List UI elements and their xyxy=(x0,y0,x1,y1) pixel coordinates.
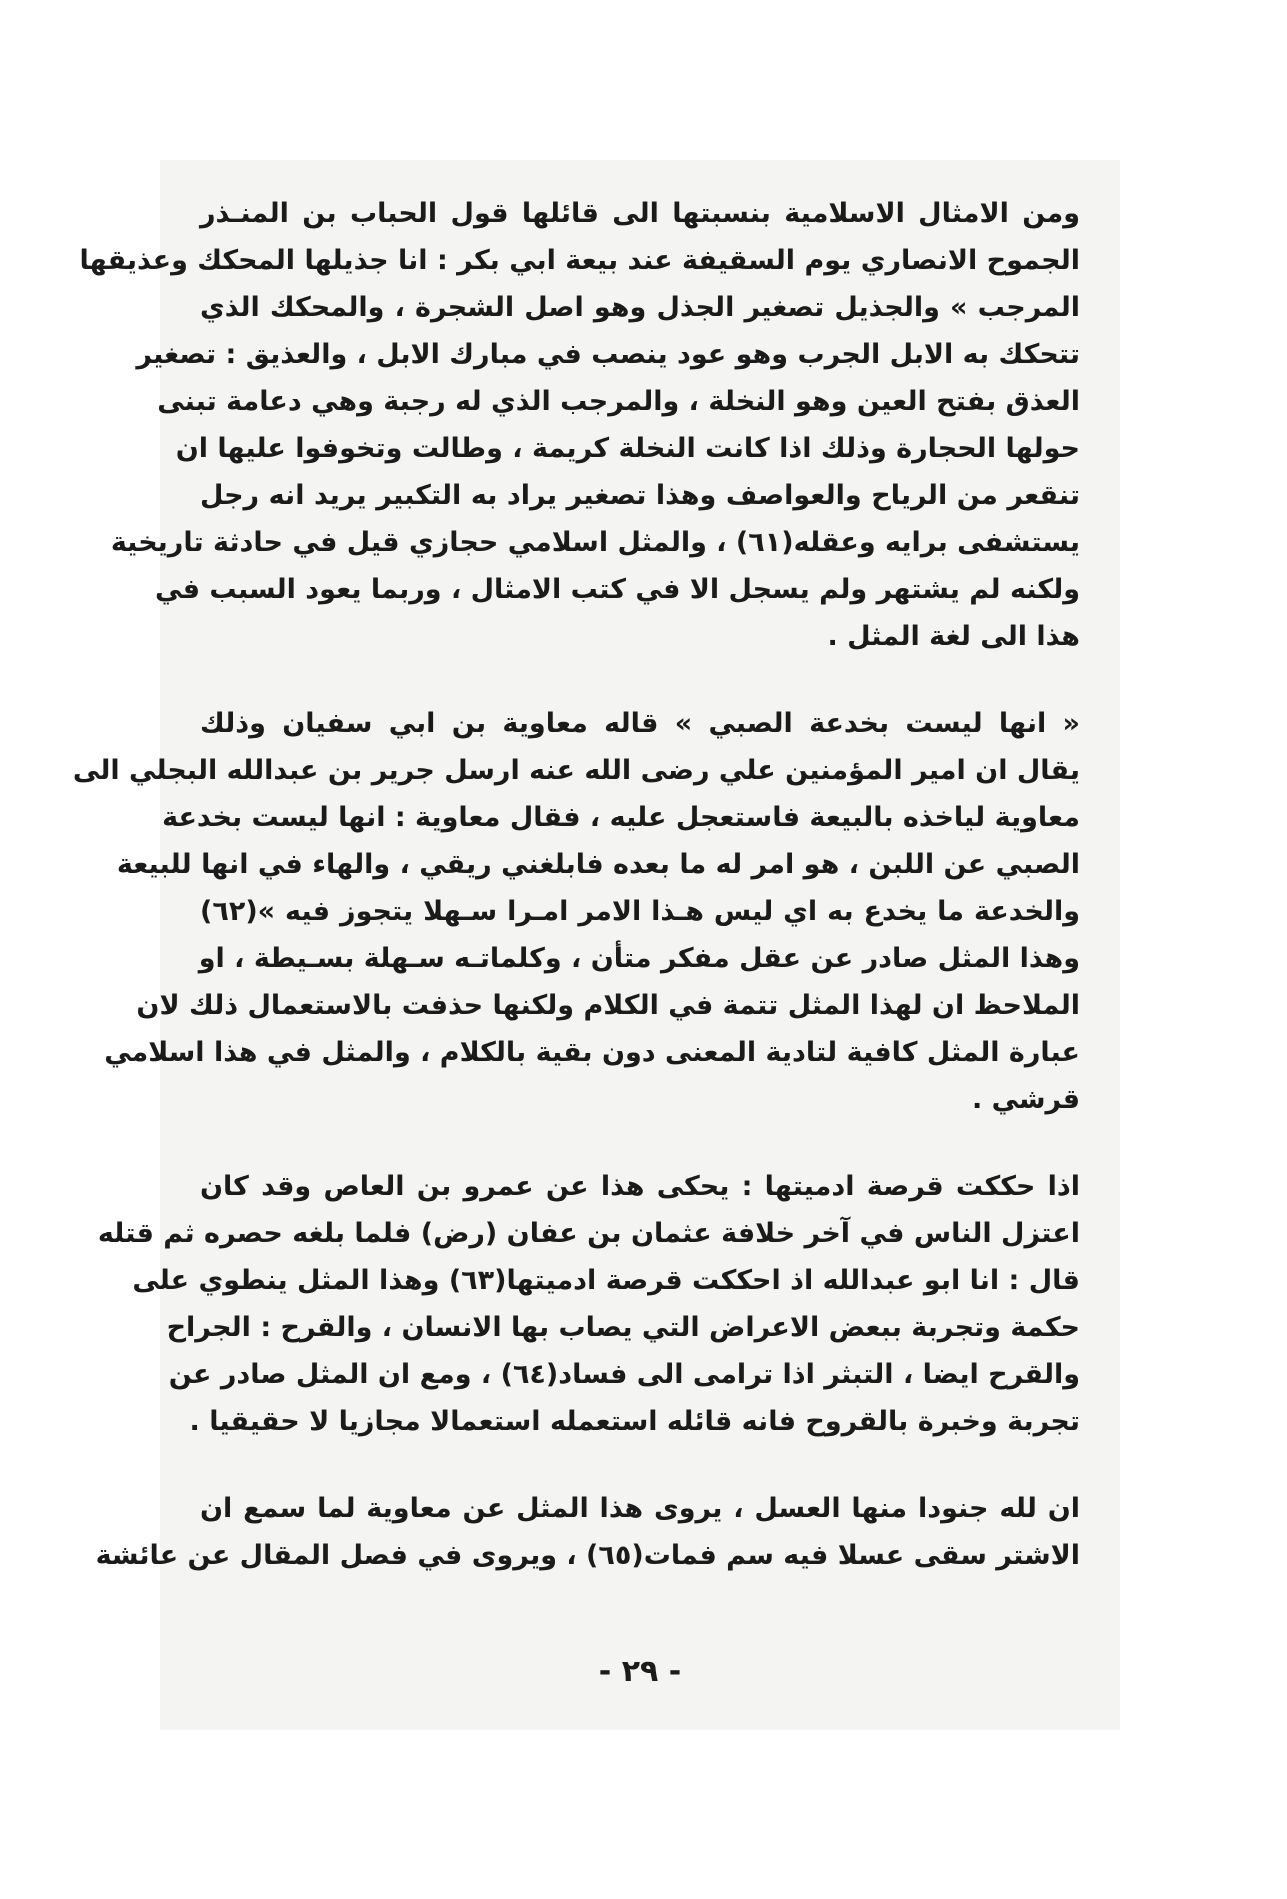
text-line: العذق بفتح العين وهو النخلة ، والمرجب الذي له رجبة وهي دعامة تبنى xyxy=(157,386,1080,417)
paragraph-1 xyxy=(79,190,1080,660)
text-line: يقال ان امير المؤمنين علي رضى الله عنه ارسل جرير بن عبدالله البجلي الى xyxy=(72,755,1080,786)
text-line: حولها الحجارة وذلك اذا كانت النخلة كريمة ، وطالت وتخوفوا عليها ان xyxy=(175,433,1080,464)
text-line: الصبي عن اللبن ، هو امر له ما بعده فابلغني ريقي ، والهاء في انها للبيعة xyxy=(116,849,1080,880)
text-line: ان لله جنودا منها العسل ، يروى هذا المثل عن معاوية لما سمع ان xyxy=(200,1493,1080,1524)
text-line: الجموح الانصاري يوم السقيفة عند بيعة ابي بكر : انا جذيلها المحكك وعذيقها xyxy=(79,245,1080,276)
paragraph-2 xyxy=(72,700,1080,1123)
text-line: اذا حككت قرصة ادميتها : يحكى هذا عن عمرو بن العاص وقد كان xyxy=(200,1171,1080,1202)
text-line: ومن الامثال الاسلامية بنسبتها الى قائلها قول الحباب بن المنـذر xyxy=(200,198,1080,229)
body-text xyxy=(72,190,1080,1579)
text-line: اعتزل الناس في آخر خلافة عثمان بن عفان (رض) فلما بلغه حصره ثم قتله xyxy=(97,1218,1080,1249)
text-line: معاوية لياخذه بالبيعة فاستعجل عليه ، فقال معاوية : انها ليست بخدعة xyxy=(162,802,1080,833)
paragraph-gap xyxy=(200,660,1080,700)
text-line: حكمة وتجربة ببعض الاعراض التي يصاب بها الانسان ، والقرح : الجراح xyxy=(166,1312,1080,1343)
text-line: والخدعة ما يخدع به اي ليس هـذا الامر امـرا سـهلا يتجوز فيه »(٦٢) xyxy=(200,896,1080,927)
text-line: يستشفى برايه وعقله(٦١) ، والمثل اسلامي حجازي قيل في حادثة تاريخية xyxy=(110,527,1080,558)
text-line: قال : انا ابو عبدالله اذ احككت قرصة ادميتها(٦٣) وهذا المثل ينطوي على xyxy=(132,1265,1080,1296)
page-number: - ٢٩ - xyxy=(598,1654,682,1689)
text-line: المرجب » والجذيل تصغير الجذل وهو اصل الشجرة ، والمحكك الذي xyxy=(200,292,1080,323)
text-line: تتحكك به الابل الجرب وهو عود ينصب في مبارك الابل ، والعذيق : تصغير xyxy=(136,339,1080,370)
text-line: قرشي . xyxy=(972,1084,1080,1115)
text-line: هذا الى لغة المثل . xyxy=(827,621,1080,652)
text-line: وهذا المثل صادر عن عقل مفكر متأن ، وكلماتـه سـهلة بسـيطة ، او xyxy=(198,943,1080,974)
text-line: ولكنه لم يشتهر ولم يسجل الا في كتب الامثال ، وربما يعود السبب في xyxy=(155,574,1080,605)
text-line: والقرح ايضا ، التبثر اذا ترامى الى فساد(٦٤) ، ومع ان المثل صادر عن xyxy=(168,1359,1080,1390)
text-line: تجربة وخبرة بالقروح فانه قائله استعمله استعمالا مجازيا لا حقيقيا . xyxy=(189,1406,1080,1437)
paragraph-gap xyxy=(200,1445,1080,1485)
text-line: « انها ليست بخدعة الصبي » قاله معاوية بن ابي سفيان وذلك xyxy=(200,708,1080,739)
text-line: الملاحظ ان لهذا المثل تتمة في الكلام ولكنها حذفت بالاستعمال ذلك لان xyxy=(136,990,1080,1021)
paragraph-gap xyxy=(200,1123,1080,1163)
paragraph-3 xyxy=(97,1163,1080,1445)
text-line: تنقعر من الرياح والعواصف وهذا تصغير يراد به التكبير يريد انه رجل xyxy=(200,480,1080,511)
text-line: عبارة المثل كافية لتادية المعنى دون بقية بالكلام ، والمثل في هذا اسلامي xyxy=(104,1037,1080,1068)
paragraph-4 xyxy=(95,1485,1080,1579)
text-line: الاشتر سقى عسلا فيه سم فمات(٦٥) ، ويروى في فصل المقال عن عائشة xyxy=(95,1540,1080,1571)
